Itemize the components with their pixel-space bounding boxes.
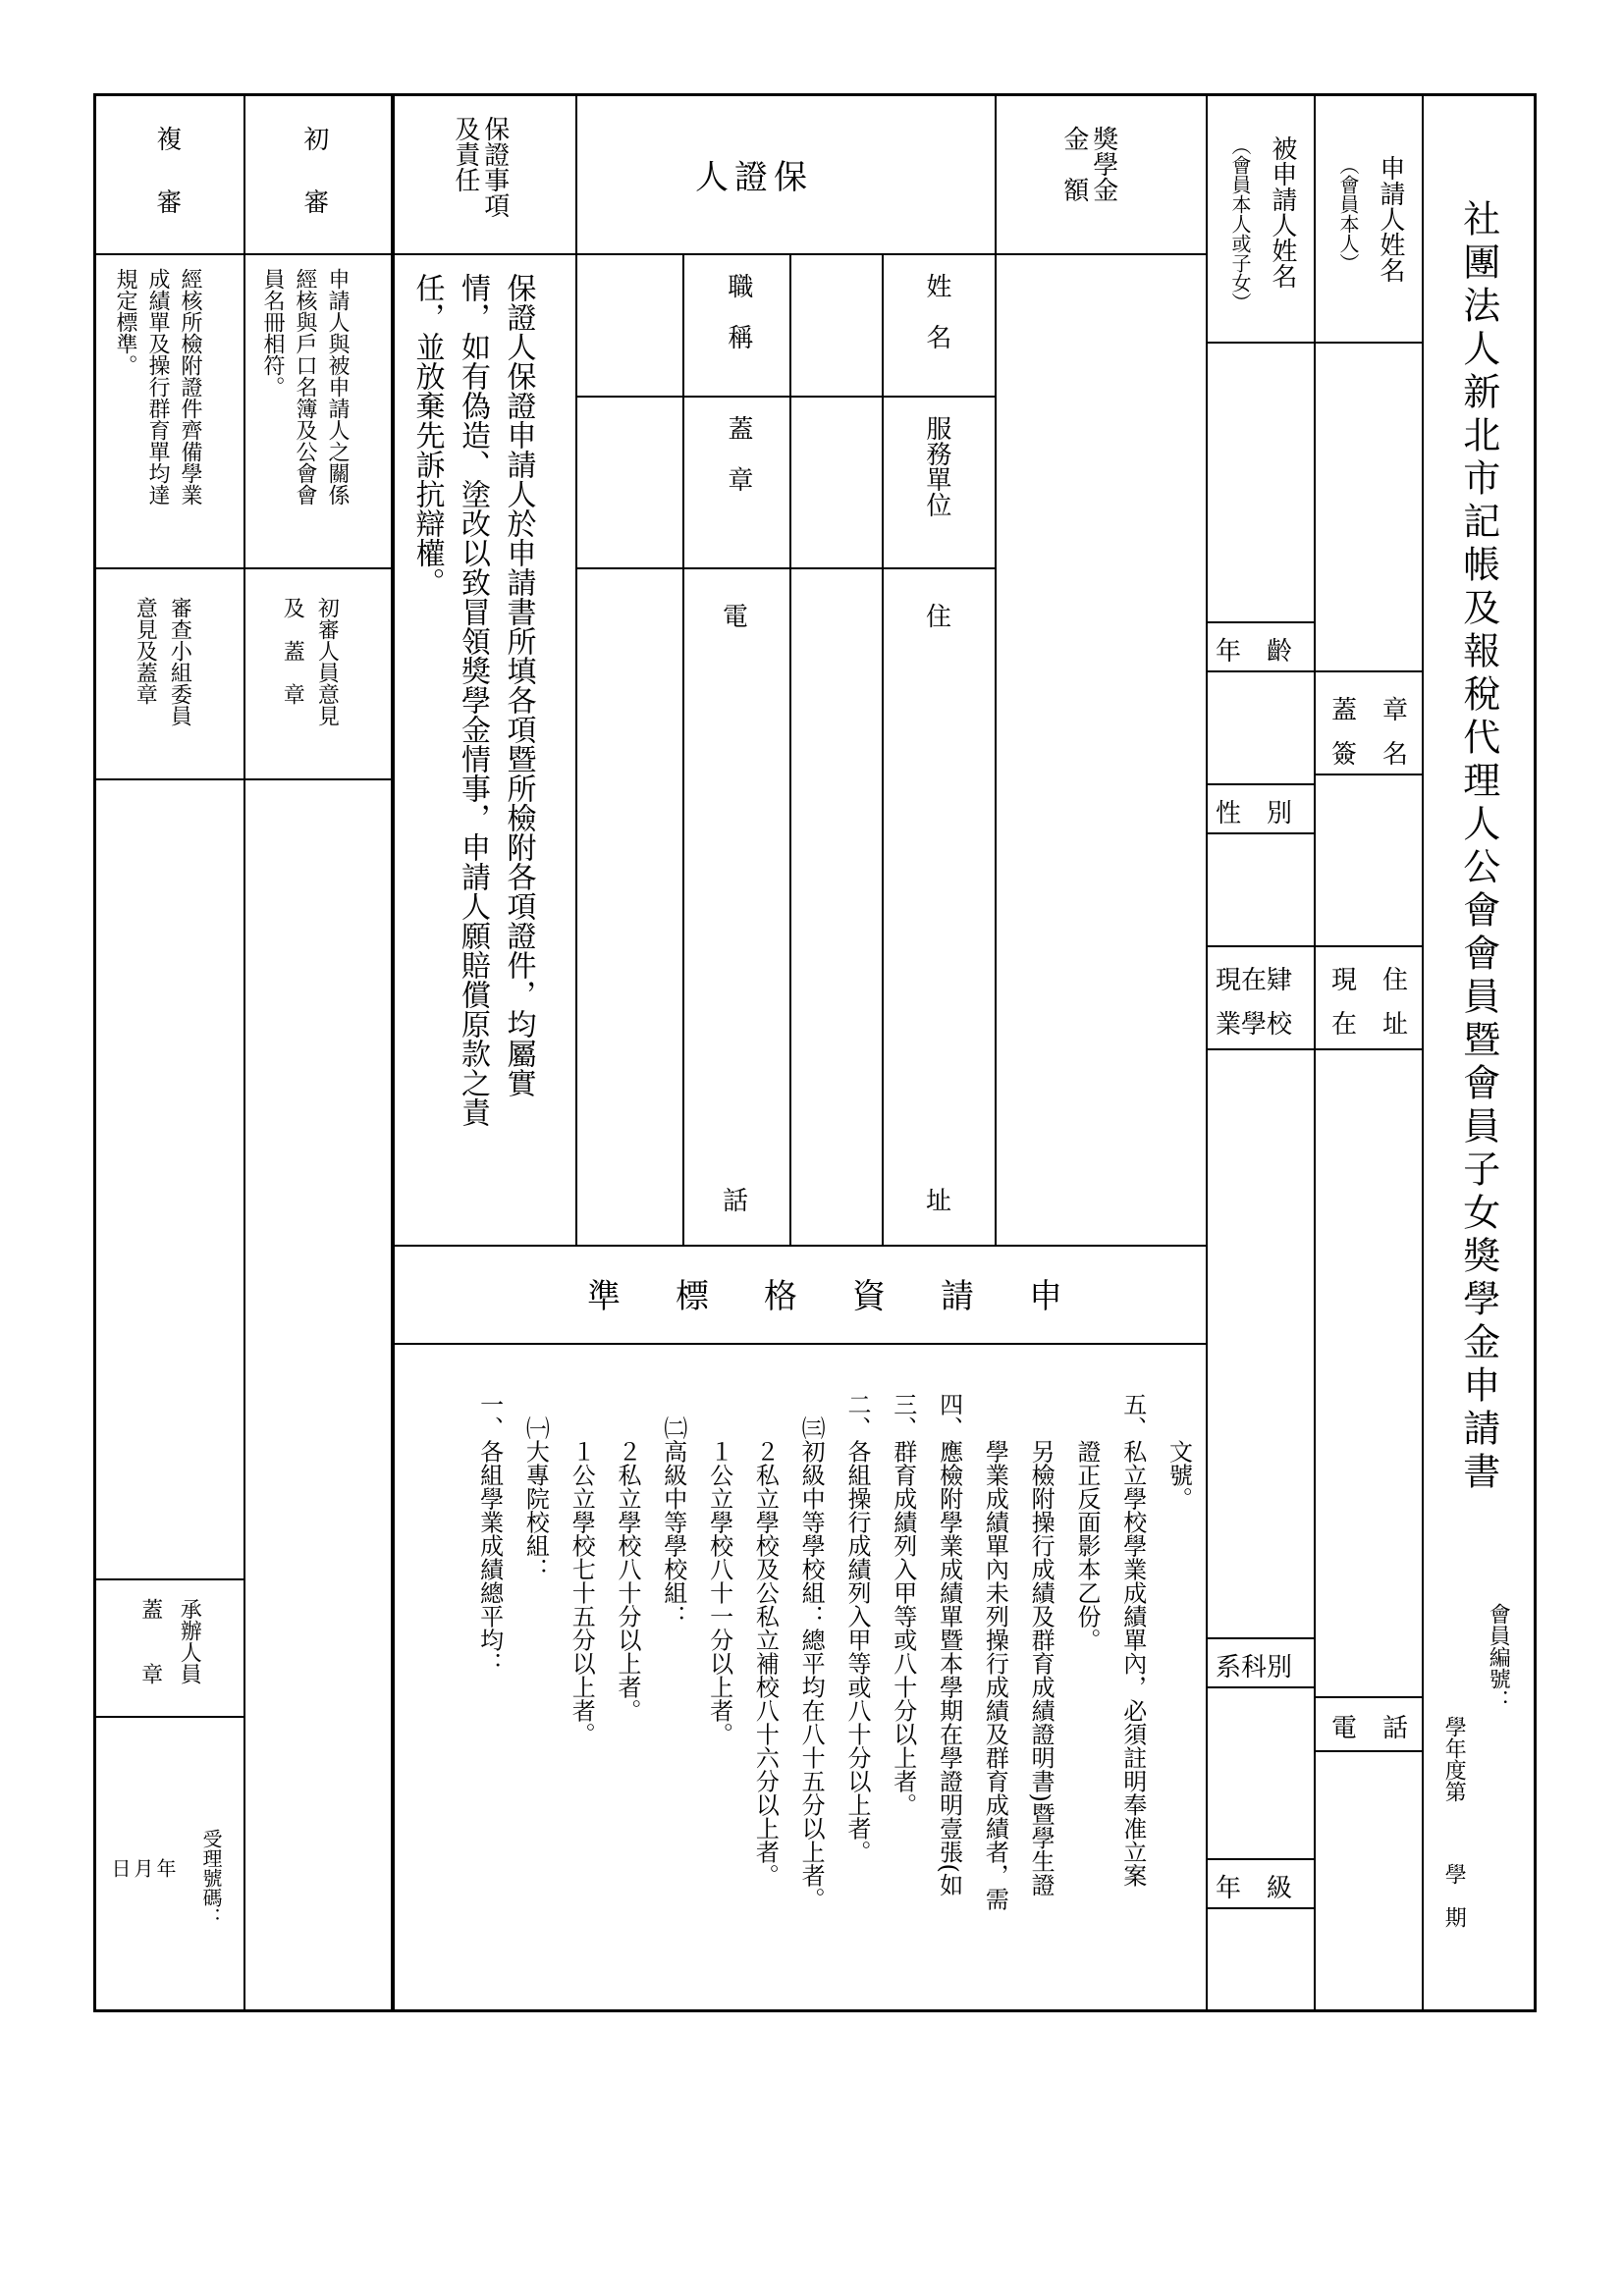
beneficiary-gender-label: 性 別 bbox=[1216, 799, 1293, 828]
applicant-name-note: （會員本人） bbox=[1336, 155, 1360, 273]
row-border bbox=[1206, 1048, 1314, 1050]
criteria-item: ２私立學校八十分以上者。 bbox=[613, 1392, 641, 1723]
criteria-item: 四、應檢附學業成績單暨本學期在學證明壹張(如 bbox=[935, 1392, 963, 1896]
col-border bbox=[1422, 96, 1424, 2010]
guarantor-name-label: 姓 名 bbox=[921, 273, 951, 349]
semester-label: 學年度第 bbox=[1441, 1716, 1467, 1802]
beneficiary-grade-label: 年 級 bbox=[1216, 1874, 1293, 1903]
applicant-name-label: 申請人姓名 bbox=[1375, 155, 1405, 283]
second-review-check: 經核所檢附證件齊備學業 成績單及操行群育單均達 規定標準。 bbox=[113, 268, 202, 506]
beneficiary-name-note: （會員本人或子女） bbox=[1228, 135, 1252, 312]
beneficiary-school-label-2: 業學校 bbox=[1216, 1010, 1293, 1040]
guarantor-address-label: 住 bbox=[926, 603, 952, 632]
row-border bbox=[96, 1716, 244, 1718]
row-border bbox=[96, 1578, 244, 1580]
criteria-item: 一、各組學業成績總平均： bbox=[475, 1392, 504, 1676]
criteria-item: １公立學校七十五分以上者。 bbox=[568, 1392, 596, 1746]
col-border bbox=[995, 96, 997, 1245]
applicant-address-label: 現 住 bbox=[1331, 966, 1409, 995]
criteria-item: ㈡高級中等學校組： bbox=[659, 1392, 687, 1629]
second-review-opinion: 審查小組委員 意見及蓋章 bbox=[133, 597, 192, 726]
row-border bbox=[391, 1343, 1206, 1345]
criteria-item: １公立學校八十一分以上者。 bbox=[705, 1392, 733, 1746]
row-border bbox=[1314, 1696, 1422, 1698]
row-border bbox=[575, 567, 995, 569]
row-border bbox=[1314, 342, 1422, 344]
col-border bbox=[391, 96, 395, 2010]
first-review-header: 初 審 bbox=[298, 126, 329, 220]
member-number-label: 會員編號： bbox=[1486, 1603, 1511, 1711]
beneficiary-school-label: 現在肄 bbox=[1216, 966, 1293, 995]
col-border bbox=[244, 96, 245, 2010]
row-border bbox=[1314, 1750, 1422, 1752]
guarantee-duty-header: 保證事項 及責任 bbox=[450, 116, 510, 218]
row-border bbox=[1206, 670, 1314, 672]
col-border bbox=[789, 253, 791, 1245]
row-border bbox=[1314, 774, 1422, 775]
row-border bbox=[391, 1245, 1206, 1247]
guarantor-address-label-2: 址 bbox=[926, 1187, 952, 1216]
applicant-address-label-2: 在 址 bbox=[1331, 1010, 1409, 1040]
form-title: 社團法人新北市記帳及報稅代理人公會會員暨會員子女獎學金申請書 bbox=[1456, 199, 1500, 1495]
scholarship-amount-label: 獎學金 金 額 bbox=[1058, 126, 1118, 202]
criteria-item: ２私立學校及公私立補校八十六分以上者。 bbox=[751, 1392, 780, 1888]
criteria-item: 文號。 bbox=[1164, 1392, 1193, 1511]
guarantor-employer-label: 服務單位 bbox=[921, 415, 951, 517]
guarantor-title-label: 職 稱 bbox=[723, 273, 753, 349]
col-border bbox=[575, 96, 577, 1245]
col-border bbox=[682, 253, 684, 1245]
guarantor-phone-label: 電 bbox=[723, 603, 749, 632]
row-border bbox=[1314, 945, 1422, 947]
criteria-item: ㈢初級中等學校組：總平均在八十五分以上者。 bbox=[797, 1392, 826, 1911]
row-border bbox=[575, 396, 995, 398]
semester-label-term: 學 期 bbox=[1441, 1863, 1467, 1928]
receipt-number-label: 受理號碼： bbox=[199, 1829, 223, 1927]
application-form bbox=[93, 93, 1537, 2012]
row-border bbox=[1206, 832, 1314, 834]
applicant-phone-label: 電 話 bbox=[1331, 1714, 1409, 1743]
handler-seal-label: 承辦人員 蓋 章 bbox=[137, 1598, 202, 1684]
row-border bbox=[1206, 621, 1314, 623]
row-border bbox=[96, 567, 391, 569]
col-border bbox=[882, 253, 884, 1245]
beneficiary-dept-label: 系科別 bbox=[1216, 1653, 1293, 1682]
first-review-opinion: 初審人員意見 及 蓋 章 bbox=[280, 597, 340, 726]
criteria-item: 二、各組操行成績列入甲等或八十分以上者。 bbox=[842, 1392, 871, 1864]
criteria-item: 三、群育成績列入甲等或八十分以上者。 bbox=[889, 1392, 917, 1817]
criteria-item: 證正反面影本乙份。 bbox=[1072, 1392, 1101, 1652]
criteria-item: 五、私立學校學業成績單內，必須註明奉准立案 bbox=[1118, 1392, 1147, 1888]
second-review-header: 複 審 bbox=[151, 126, 182, 220]
first-review-check: 申請人與被申請人之關係 經核與戶口名簿及公會會 員名冊相符。 bbox=[260, 268, 350, 506]
criteria-item: ㈠大專院校組： bbox=[521, 1392, 550, 1581]
guarantor-seal-label: 蓋 章 bbox=[723, 415, 753, 492]
row-border bbox=[1314, 670, 1422, 672]
guarantor-phone-label-2: 話 bbox=[723, 1187, 749, 1216]
criteria-list bbox=[420, 1362, 1247, 1911]
criteria-item: 學業成績單內未列操行成績及群育成績者，需 bbox=[981, 1392, 1009, 1911]
beneficiary-name-label: 被申請人姓名 bbox=[1267, 135, 1297, 289]
row-border bbox=[1206, 945, 1314, 947]
guarantee-duty-text: 保證人保證申請人於申請書所填各項暨所檢附各項證件，均屬實 情，如有偽造、塗改以致冒領獎學金情事，申請人願賠償原款之責 任，並放棄先訴抗辯權。 bbox=[409, 273, 536, 1127]
row-border bbox=[1206, 342, 1314, 344]
row-border bbox=[1206, 783, 1314, 785]
row-border bbox=[96, 253, 1206, 255]
col-border bbox=[1314, 96, 1316, 2010]
applicant-seal-label: 蓋 章 bbox=[1331, 696, 1409, 725]
guarantor-header: 保證人 bbox=[695, 158, 813, 197]
applicant-sign-label: 簽 名 bbox=[1331, 740, 1409, 770]
criteria-header: 申請資格標準 bbox=[587, 1277, 1117, 1316]
row-border bbox=[96, 778, 391, 780]
beneficiary-age-label: 年 齡 bbox=[1216, 637, 1293, 667]
criteria-item: 另檢附操行成績及群育成績證明書)暨學生證 bbox=[1027, 1392, 1056, 1896]
receipt-date-label: 年 月 日 bbox=[108, 1858, 177, 1903]
row-border bbox=[1314, 1048, 1422, 1050]
